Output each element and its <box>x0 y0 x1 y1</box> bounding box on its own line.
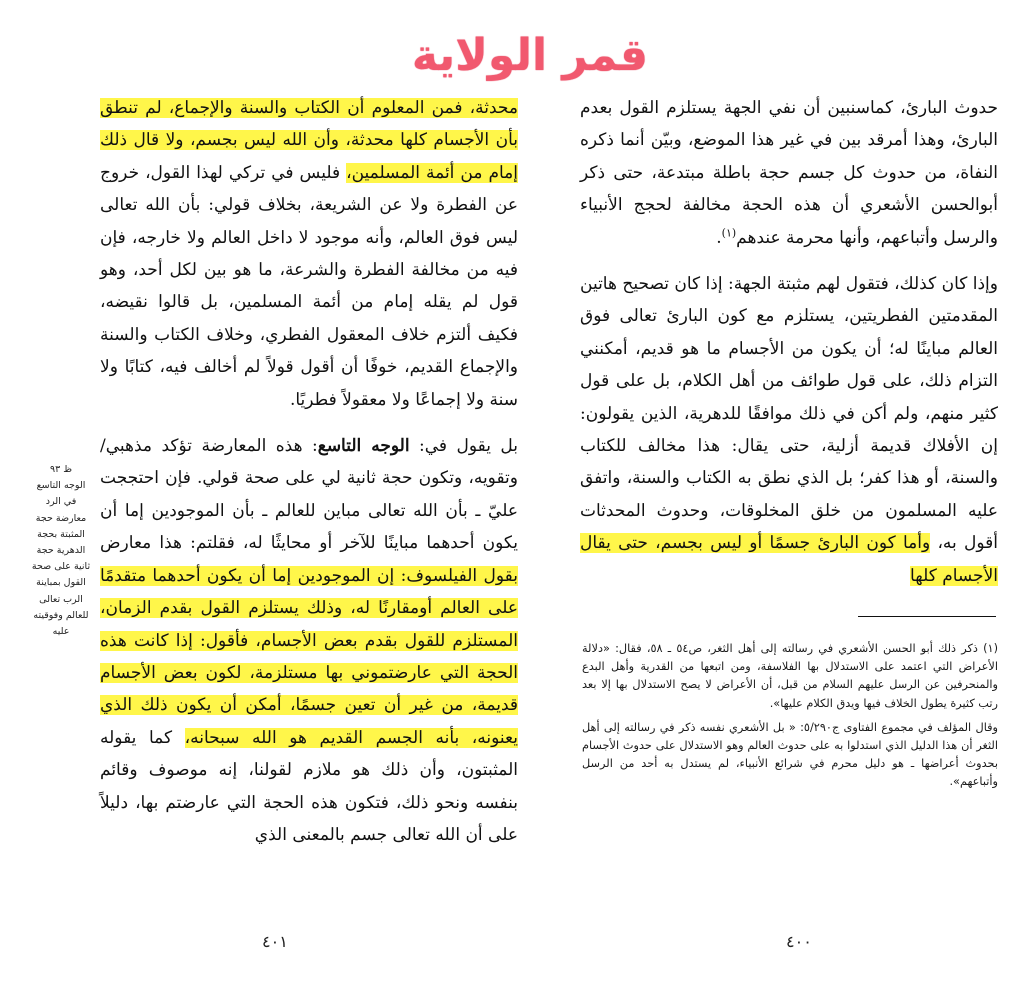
margin-note <box>30 462 92 640</box>
left-paragraph-1 <box>100 92 518 416</box>
page-number-left: ٤٠١ <box>262 932 288 951</box>
paragraph-text: وإذا كان كذلك، فتقول لهم مثبتة الجهة: إذا كان تصحيح هاتين المقدمتين الفطريتين، يستلزم مع كون البارئ تعالى فوق العالم مباينًا له؛ أن يكون من الأجسام ما هو قديم، أمكنني التزام ذلك، على قول طوائف من أهل الكلام، بل على قول كثير منهم، ولم أكن في ذلك موافقًا للدهرية، الذين يقولون: إن الأفلاك قديمة أزلية، حتى يقال: هذا مخالف للكتاب والسنة، أو هذا كفر؛ بل الذي نطق به الكتاب والسنة، واتفق عليه المسلمون من خلق المخلوقات، وحدوث المحدثات أقول به، <box>580 274 999 554</box>
right-page-text <box>580 92 998 592</box>
highlighted-text: محدثة، فمن المعلوم أن الكتاب والسنة والإجماع، لم تنطق بأن الأجسام كلها محدثة، وأن الله ليس بجسم، ولا قال ذلك إمام من أئمة المسلمين، <box>100 98 518 183</box>
highlighted-text: وأما كون البارئ جسمًا أو ليس بجسم، حتى يقال الأجسام كلها <box>580 533 998 586</box>
paragraph-text: كما يقوله المثبتون، وأن ذلك هو ملازم لقولنا، إنه موصوف وقائم بنفسه ونحو ذلك، فتكون هذه الحجة التي عارضتم بها، دليلاً على أن الله تعالى جسم بالمعنى الذي <box>100 727 518 845</box>
page-number-right: ٤٠٠ <box>786 932 812 951</box>
margin-note-text: الوجه التاسع في الرد معارضة حجة المثبتة بحجة الدهرية حجة ثانية على صحة القول بمباينة الرب تعالى للعالم وفوقيته عليه <box>31 480 91 638</box>
footnotes <box>582 640 998 792</box>
right-paragraph-2 <box>580 268 998 592</box>
footnote-1-continued: وقال المؤلف في مجموع الفتاوى ج٥/٢٩٠: « بل الأشعري نفسه ذكر في رسالته إلى أهل الثغر أن هذا الدليل الذي استدلوا به على حدوث العالم وهو الاستدلال على حدوث الأجسام بحدوث أعراضها ـ هو دليل محرم في شرائع الأنبياء، لم يستدل به أحد من الرسل وأتباعهم». <box>582 720 998 789</box>
right-paragraph-1 <box>580 92 998 254</box>
margin-page-ref: ظ ٩٣ <box>49 464 73 475</box>
page-title: قمر الولاية <box>411 30 649 81</box>
footnote-divider <box>858 616 996 617</box>
section-heading: الوجه التاسع <box>317 436 410 457</box>
paragraph-text: : هذه المعارضة تؤكد مذهبي/ وتقويه، وتكون حجة ثانية لي على صحة قولي. فإن احتججت عليّ ـ بأن الله تعالى مباين للعالم ـ بأن الموجودين إما أن يكون أحدهما مباينًا للآخر أو محايثًا له، فقلتم: هذا معارض <box>100 436 518 554</box>
highlighted-text: بقول الفيلسوف: إن الموجودين إما أن يكون أحدهما متقدمًا على العالم أومقارنًا له، وذلك يستلزم القول بقدم الزمان، المستلزم للقول بقدم بعض الأجسام، فأقول: إذا كانت هذه الحجة التي عارضتموني بها مستلزمة، لكون بعض الأجسام قديمة، من غير أن تعين جسمًا، أمكن أن يكون ذلك الذي يعنونه، بأنه الجسم القديم هو الله سبحانه، <box>100 565 518 748</box>
left-page-text <box>100 92 518 851</box>
paragraph-text: بل يقول في: <box>409 436 518 457</box>
paragraph-text: . <box>716 227 722 248</box>
left-paragraph-2 <box>100 430 518 851</box>
paragraph-text: فليس في تركي لهذا القول، خروج عن الفطرة ولا عن الشريعة، بخلاف قولي: بأن الله تعالى ليس فوق العالم، وأنه موجود لا داخل العالم ولا خارجه، فإن فيه من مخالفة الفطرة والشرعة، ما هو بين لكل أحد، وهو قول لم يقله إمام من أئمة المسلمين، بل قالوا نقيضه، فكيف ألتزم خلاف المعقول الفطري، وخلاف الكتاب والسنة والإجماع القديم، خوفًا أن أقول قولاً لم أخالف فيه، كتابًا ولا سنة ولا إجماعًا ولا معقولاً فطريًا. <box>100 162 518 410</box>
footnote-ref: (١) <box>721 225 737 239</box>
footnote-1: (١) ذكر ذلك أبو الحسن الأشعري في رسالته إلى أهل الثغر، ص٥٤ ـ ٥٨، فقال: «دلالة الأعراض التي اعتمد على الاستدلال بها الفلاسفة، ومن اتبعها من القدرية وأهل البدع والمنحرفين عن الرسل عليهم السلام من قبل، أن الأعراض لا يصح الاستدلال بها إلا بعد رتب كثيرة يطول الخلاف فيها ويدق الكلام عليها». <box>582 642 998 710</box>
paragraph-text: حدوث البارئ، كماسنبين أن نفي الجهة يستلزم القول بعدم البارئ، وهذا أمرقد بين في غير هذا الموضع، وبيّن أنما ذكره النفاة، من حدوث كل جسم حجة باطلة مبتدعة، حتى ذكر أبوالحسن الأشعري أن هذه الحجة مخالفة لحجج الأنبياء والرسل وأتباعهم، وأنها محرمة عندهم <box>580 98 998 248</box>
